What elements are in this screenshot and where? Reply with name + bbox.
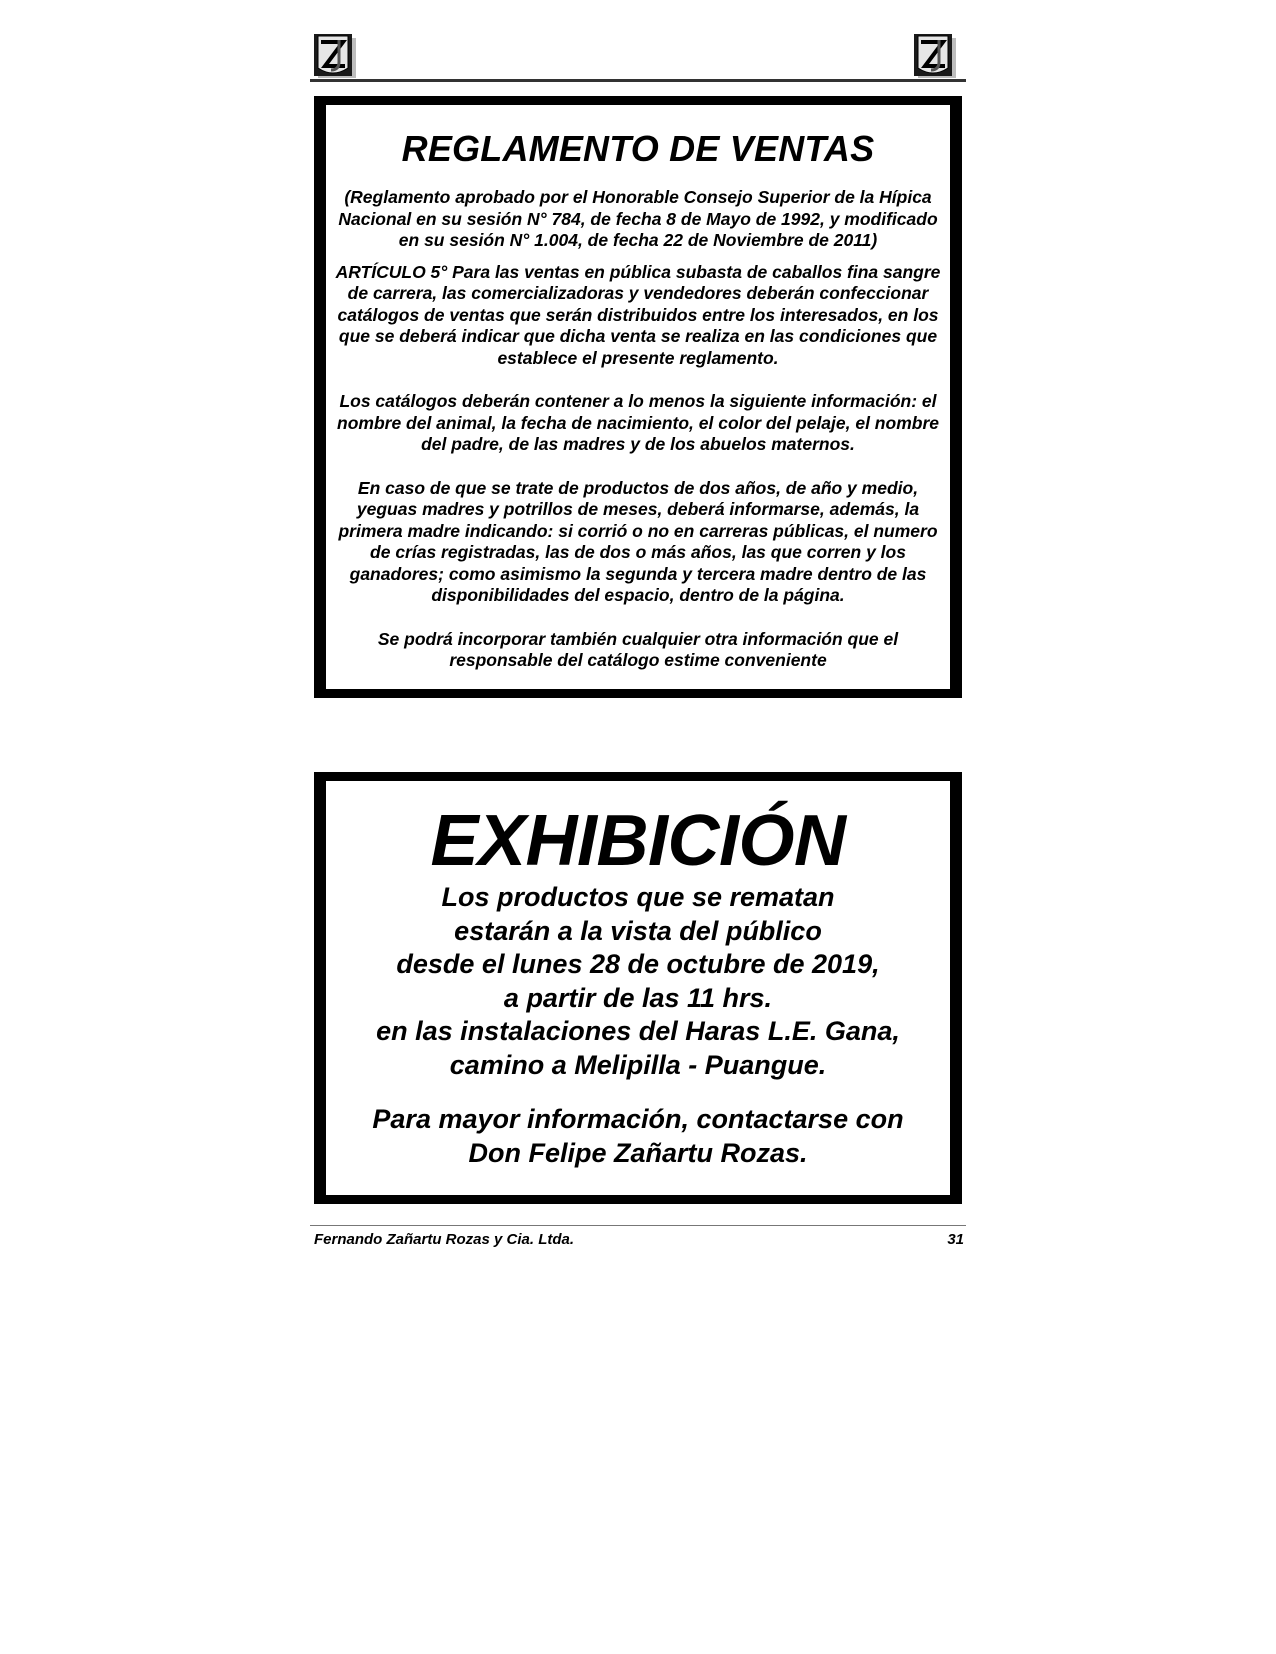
reglamento-extra-info-paragraph: Se podrá incorporar también cualquier otra información que el responsable del catálogo estime conveniente [377,628,899,670]
exhibicion-line: camino a Melipilla - Puangue. [449,1049,827,1080]
zr-monogram-logo-icon [912,32,960,82]
exhibicion-contact-line: Para mayor información, contactarse con [372,1104,904,1134]
exhibicion-details [333,881,943,1082]
exhibicion-contact [333,1103,943,1170]
exhibicion-line: Los productos que se rematan [441,882,835,912]
exhibicion-contact-line: Don Felipe Zañartu Rozas. [468,1137,808,1168]
exhibicion-box [314,772,962,1204]
page-number: 31 [947,1231,964,1248]
header-rule [310,79,966,82]
page-footer [314,1231,964,1248]
footer-rule [310,1225,966,1226]
reglamento-articulo-paragraph: ARTÍCULO 5° Para las ventas en pública subasta de caballos fina sangre de carrera, las comercializadoras y vendedores deberán confeccionar catálogos de ventas que serán distribuidos entre los interesados, en los que se deberá indicar que dicha venta se realiza en las condiciones que establece el presente reglamento. [335,261,941,368]
reglamento-box [314,96,962,698]
reglamento-subtitle: (Reglamento aprobado por el Honorable Consejo Superior de la Hípica Nacional en su sesión N° 784, de fecha 8 de Mayo de 1992, y modificado en su sesión N° 1.004, de fecha 22 de Noviembre de 2011) [338,187,938,250]
reglamento-products-paragraph: En caso de que se trate de productos de dos años, de año y medio, yeguas madres y potrillos de meses, deberá informarse, además, la primera madre indicando: si corrió o no en carreras públicas, el numero de crías registradas, las de dos o más años, las que corren y los ganadores; como asimismo la segunda y tercera madre dentro de las disponibilidades del espacio, dentro de la página. [338,477,938,605]
exhibicion-line: a partir de las 11 hrs. [503,982,773,1013]
reglamento-title: REGLAMENTO DE VENTAS [401,128,875,169]
zr-monogram-logo-icon [312,32,360,82]
reglamento-catalog-info-paragraph: Los catálogos deberán contener a lo menos la siguiente información: el nombre del animal, la fecha de nacimiento, el color del pelaje, el nombre del padre, de las madres y de los abuelos maternos. [337,391,939,454]
footer-company: Fernando Zañartu Rozas y Cia. Ltda. [314,1231,575,1248]
exhibicion-line: en las instalaciones del Haras L.E. Gana, [376,1016,900,1046]
exhibicion-line: desde el lunes 28 de octubre de 2019, [396,949,880,979]
exhibicion-line: estarán a la vista del público [454,915,822,946]
exhibicion-title: EXHIBICIÓN [430,801,846,881]
